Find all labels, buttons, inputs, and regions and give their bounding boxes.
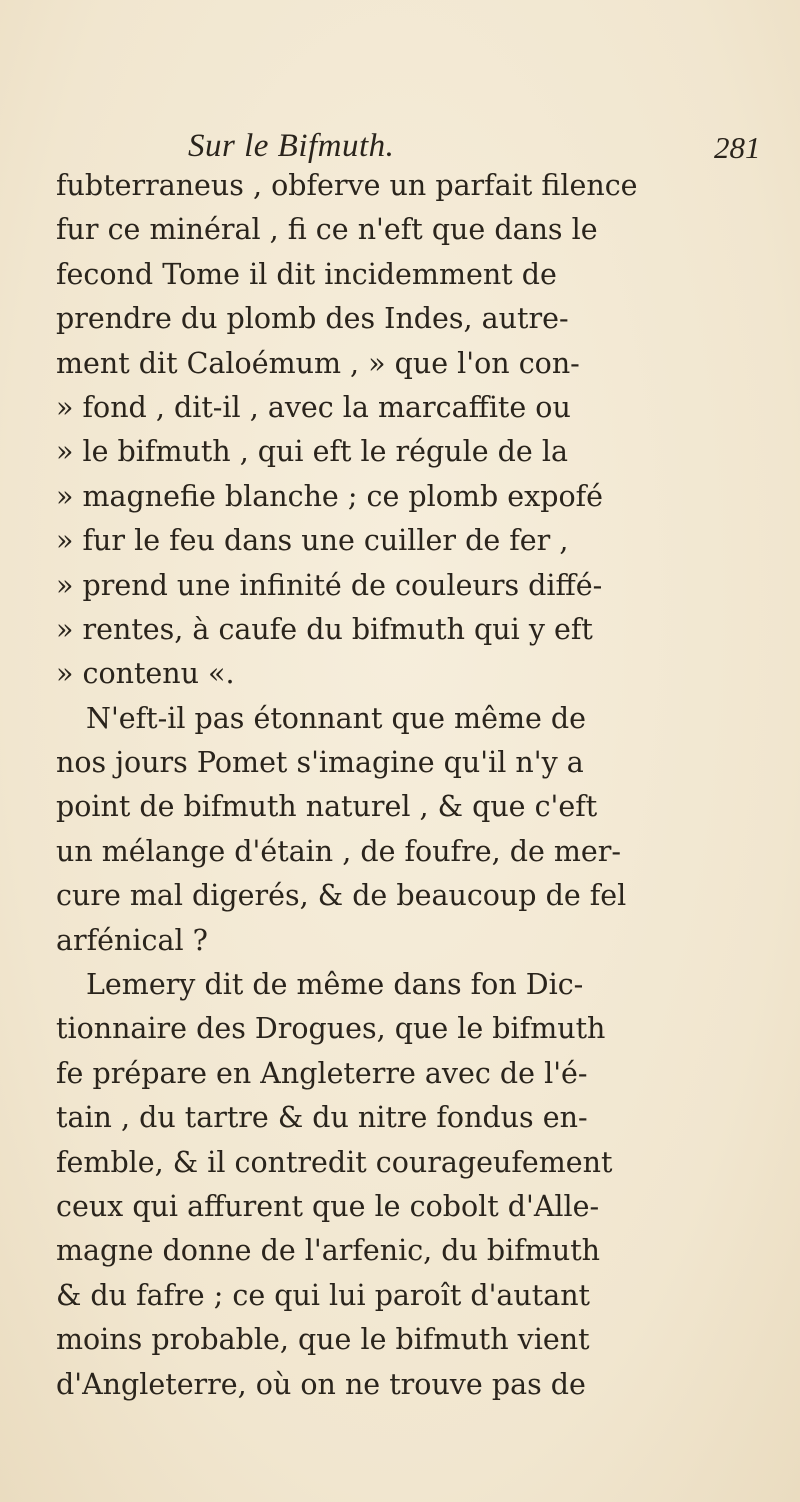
text-line: moins probable, que le bifmuth vient [56, 1323, 590, 1357]
text-line: ment dit Caloémum , » que l'on con- [56, 346, 580, 380]
text-line: un mélange d'étain , de foufre, de mer- [56, 834, 622, 868]
running-head: Sur le Bifmuth. [188, 128, 395, 164]
text-line: fur ce minéral , fi ce n'eft que dans le [56, 213, 598, 247]
text-line: prendre du plomb des Indes, autre- [56, 302, 569, 336]
page-header [0, 128, 800, 168]
text-line: arfénical ? [56, 923, 208, 957]
text-line: » prend une infinité de couleurs diffé- [56, 568, 603, 602]
text-line: » le bifmuth , qui eft le régule de la [56, 435, 568, 469]
text-line: cure mal digerés, & de beaucoup de fel [56, 879, 627, 913]
text-line: » magnefie blanche ; ce plomb expofé [56, 479, 604, 513]
text-line: ceux qui affurent que le cobolt d'Alle- [56, 1189, 600, 1223]
text-line: point de bifmuth naturel , & que c'eft [56, 790, 598, 824]
text-line: fecond Tome il dit incidemment de [56, 257, 557, 291]
text-line: d'Angleterre, où on ne trouve pas de [56, 1367, 586, 1401]
text-line: » fur le feu dans une cuiller de fer , [56, 524, 569, 558]
text-line: » fond , dit-il , avec la marcaffite ou [56, 390, 571, 424]
text-line: » rentes, à caufe du bifmuth qui y eft [56, 612, 593, 646]
text-line: Lemery dit de même dans fon Dic- [86, 968, 584, 1002]
text-line: fubterraneus , obferve un parfait filence [56, 169, 638, 202]
text-line: femble, & il contredit courageufement [56, 1145, 613, 1179]
text-line: & du fafre ; ce qui lui paroît d'autant [56, 1278, 591, 1312]
body-text [56, 164, 756, 1407]
text-line: magne donne de l'arfenic, du bifmuth [56, 1234, 601, 1268]
page-number: 281 [714, 130, 761, 165]
text-line: N'eft-il pas étonnant que même de [86, 701, 587, 735]
text-line: tionnaire des Drogues, que le bifmuth [56, 1012, 606, 1046]
text-line: nos jours Pomet s'imagine qu'il n'y a [56, 746, 584, 780]
text-line: fe prépare en Angleterre avec de l'é- [56, 1056, 588, 1090]
text-line: » contenu «. [56, 657, 235, 691]
text-line: tain , du tartre & du nitre fondus en- [56, 1101, 588, 1135]
